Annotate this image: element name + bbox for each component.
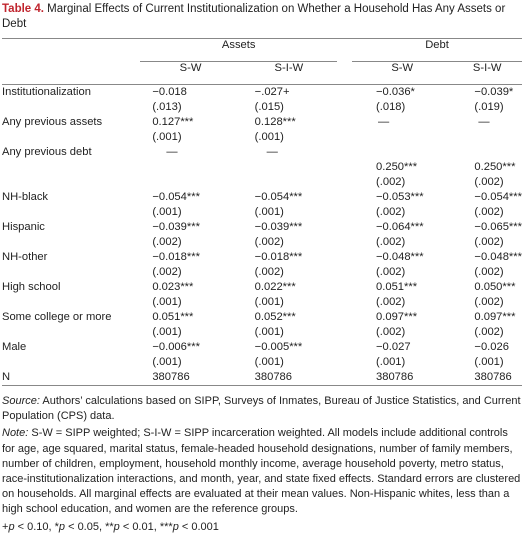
row-label: Any previous assets xyxy=(2,116,103,128)
table-row xyxy=(2,250,522,265)
cell-estimate: 0.128*** xyxy=(254,116,296,128)
row-label: NH-other xyxy=(2,251,48,263)
table-row-se xyxy=(2,295,522,310)
cell-se: (.002) xyxy=(376,176,406,188)
table-row xyxy=(2,190,522,205)
cell-se: (.002) xyxy=(474,296,504,308)
cell-estimate: −0.006*** xyxy=(152,341,200,353)
cell-estimate: −0.054*** xyxy=(254,191,303,203)
cell-estimate: −0.039* xyxy=(474,86,514,98)
cell-estimate: 0.250*** xyxy=(474,161,516,173)
row-label: Institutionalization xyxy=(2,86,91,98)
cell-se: (.002) xyxy=(254,266,284,278)
row-label: N xyxy=(2,370,140,386)
cell-se: (.002) xyxy=(376,326,406,338)
cell-estimate: −0.005*** xyxy=(254,341,303,353)
cell-estimate: — xyxy=(478,116,490,128)
group-debt: Debt xyxy=(352,39,522,62)
cell-n: 380786 xyxy=(452,370,522,386)
cell-se: (.001) xyxy=(474,356,504,368)
cell-estimate: −0.018 xyxy=(152,86,187,98)
row-label: Some college or more xyxy=(2,311,112,323)
significance-note: +p < 0.10, *p < 0.05, **p < 0.01, ***p < 0.001 xyxy=(2,520,219,533)
row-label: Hispanic xyxy=(2,221,45,233)
cell-se: (.002) xyxy=(152,266,182,278)
cell-estimate: −0.064*** xyxy=(376,221,424,233)
cell-se: (.001) xyxy=(254,326,284,338)
table-row xyxy=(2,280,522,295)
source-label: Source: xyxy=(2,395,40,407)
cell-estimate: −0.054*** xyxy=(474,191,522,203)
table-title: Marginal Effects of Current Institutionalization on Whether a Household Has Any Assets or Debt xyxy=(2,3,506,30)
row-label: High school xyxy=(2,281,61,293)
table-row-se xyxy=(2,325,522,340)
table-row-n xyxy=(2,370,522,386)
table-row-se xyxy=(2,130,522,145)
table-row xyxy=(2,310,522,325)
cell-estimate: 0.051*** xyxy=(152,311,194,323)
cell-estimate: 0.050*** xyxy=(474,281,516,293)
row-label: NH-black xyxy=(2,191,49,203)
cell-se: (.013) xyxy=(152,101,182,113)
cell-estimate: 0.022*** xyxy=(254,281,296,293)
cell-se: (.001) xyxy=(376,356,406,368)
cell-se: (.002) xyxy=(474,236,504,248)
cell-se: (.002) xyxy=(474,176,504,188)
cell-estimate: −0.039*** xyxy=(152,221,200,233)
cell-se: (.001) xyxy=(152,326,182,338)
cell-estimate: — xyxy=(266,146,278,158)
group-header-row xyxy=(2,39,522,62)
subheader-debt-sw: S-W xyxy=(352,62,452,85)
cell-se: (.001) xyxy=(152,206,182,218)
cell-estimate: — xyxy=(378,116,390,128)
table-row xyxy=(2,145,522,160)
table-row-se xyxy=(2,235,522,250)
row-label: Any previous debt xyxy=(2,146,92,158)
cell-se: (.001) xyxy=(152,296,182,308)
cell-n: 380786 xyxy=(140,370,240,386)
table-row xyxy=(2,340,522,355)
subheader-assets-sw: S-W xyxy=(140,62,240,85)
table-label: Table 4. xyxy=(2,3,44,15)
cell-se: (.002) xyxy=(376,296,406,308)
cell-se: (.001) xyxy=(254,206,284,218)
cell-se: (.002) xyxy=(376,206,406,218)
cell-se: (.002) xyxy=(376,266,406,278)
cell-se: (.002) xyxy=(474,206,504,218)
group-assets: Assets xyxy=(140,39,337,62)
marginal-effects-table xyxy=(2,38,522,386)
source-note xyxy=(2,394,522,424)
cell-se: (.002) xyxy=(376,236,406,248)
cell-estimate: 0.097*** xyxy=(376,311,418,323)
cell-se: (.001) xyxy=(254,356,284,368)
cell-se: (.001) xyxy=(254,131,284,143)
cell-estimate: −0.018*** xyxy=(254,251,303,263)
cell-estimate: 0.052*** xyxy=(254,311,296,323)
table-row-se xyxy=(2,100,522,115)
cell-estimate: −0.039*** xyxy=(254,221,303,233)
table-row-se xyxy=(2,205,522,220)
table-notes xyxy=(2,394,522,535)
table-row-se xyxy=(2,265,522,280)
subheader-assets-siw: S-I-W xyxy=(241,62,337,85)
cell-se: (.002) xyxy=(254,236,284,248)
cell-estimate: −0.054*** xyxy=(152,191,200,203)
cell-estimate: 0.127*** xyxy=(152,116,194,128)
table-row-est2 xyxy=(2,160,522,175)
cell-se: (.019) xyxy=(474,101,504,113)
cell-se: (.018) xyxy=(376,101,406,113)
table-row xyxy=(2,85,522,101)
cell-estimate: −0.048*** xyxy=(376,251,424,263)
note-label: Note: xyxy=(2,427,29,440)
cell-estimate: −0.027 xyxy=(376,341,411,353)
cell-estimate: −.027+ xyxy=(254,86,290,98)
cell-estimate: 0.250*** xyxy=(376,161,418,173)
subheader-debt-siw: S-I-W xyxy=(452,62,522,85)
table-caption xyxy=(2,2,522,32)
cell-estimate: 0.023*** xyxy=(152,281,194,293)
source-text: Authors’ calculations based on SIPP, Surveys of Inmates, Bureau of Justice Statistics, and Current Population (CPS) data. xyxy=(2,395,521,423)
cell-estimate: 0.097*** xyxy=(474,311,516,323)
cell-se: (.015) xyxy=(254,101,284,113)
cell-n: 380786 xyxy=(241,370,337,386)
cell-estimate: 0.051*** xyxy=(376,281,418,293)
cell-estimate: −0.026 xyxy=(474,341,509,353)
cell-n: 380786 xyxy=(352,370,452,386)
general-note xyxy=(2,426,522,517)
cell-se: (.001) xyxy=(254,296,284,308)
table-row xyxy=(2,220,522,235)
subheader-row xyxy=(2,62,522,85)
table-row-se xyxy=(2,355,522,370)
cell-se: (.002) xyxy=(152,236,182,248)
cell-estimate: — xyxy=(166,146,178,158)
cell-se: (.002) xyxy=(474,326,504,338)
cell-estimate: −0.036* xyxy=(376,86,415,98)
table-row-se xyxy=(2,175,522,190)
cell-estimate: −0.018*** xyxy=(152,251,200,263)
row-label: Male xyxy=(2,341,27,353)
table-row xyxy=(2,115,522,130)
cell-estimate: −0.053*** xyxy=(376,191,424,203)
cell-se: (.001) xyxy=(152,131,182,143)
cell-estimate: −0.065*** xyxy=(474,221,522,233)
cell-se: (.001) xyxy=(152,356,182,368)
cell-estimate: −0.048*** xyxy=(474,251,522,263)
cell-se: (.002) xyxy=(474,266,504,278)
note-text: S-W = SIPP weighted; S-I-W = SIPP incarceration weighted. All models include additional controls for age, age squared, marital status, female-headed household designations, number of family members, number of children, employment, household monthly income, average household poverty, metro status, race-institutionalization interactions, and month, year, and state fixed effects. Standard errors are clustered on households. All marginal effects are evaluated at their mean values. Non-Hispanic whites, less than a high school education, and women are the reference groups. xyxy=(2,427,521,516)
